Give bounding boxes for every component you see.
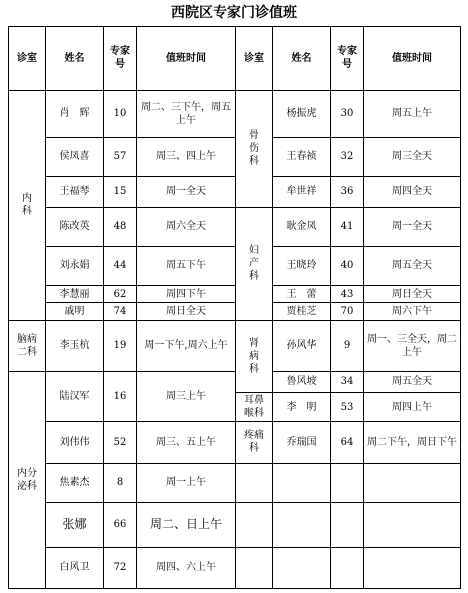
header-name: 姓名 (46, 27, 104, 91)
id-cell: 16 (104, 372, 137, 422)
dept-cell: 脑病 二科 (9, 320, 46, 371)
header-time: 值班时间 (364, 27, 461, 91)
id-cell: 32 (331, 137, 364, 176)
time-cell: 周五全天 (364, 246, 461, 285)
time-cell: 周日全天 (137, 303, 236, 320)
empty-cell (273, 502, 331, 547)
time-cell: 周四上午 (364, 392, 461, 422)
name-cell: 鲁风坡 (273, 372, 331, 393)
id-cell: 74 (104, 303, 137, 320)
time-cell: 周三上午 (137, 372, 236, 422)
id-cell: 30 (331, 90, 364, 137)
name-cell: 王 蕾 (273, 285, 331, 302)
time-cell: 周五全天 (364, 372, 461, 393)
name-cell: 白风卫 (46, 547, 104, 588)
id-cell: 57 (104, 137, 137, 176)
empty-cell (236, 463, 273, 502)
page-title: 西院区专家门诊值班 (171, 5, 297, 21)
name-cell: 陆汉军 (46, 372, 104, 422)
id-cell: 40 (331, 246, 364, 285)
id-cell: 66 (104, 502, 137, 547)
id-cell: 70 (331, 303, 364, 320)
name-cell: 李慧丽 (46, 285, 104, 302)
name-cell: 王晓玲 (273, 246, 331, 285)
name-cell: 张娜 (46, 502, 104, 547)
time-cell: 周一全天 (137, 176, 236, 207)
name-cell: 焦素杰 (46, 463, 104, 502)
empty-cell (364, 463, 461, 502)
name-cell: 乔瑞国 (273, 422, 331, 463)
time-cell: 周四、六上午 (137, 547, 236, 588)
name-cell: 王春祯 (273, 137, 331, 176)
id-cell: 10 (104, 90, 137, 137)
table-row (9, 463, 461, 502)
table-row (9, 303, 461, 320)
empty-cell (364, 547, 461, 588)
empty-cell (331, 502, 364, 547)
time-cell: 周二、日上午 (137, 502, 236, 547)
header-dept: 诊室 (236, 27, 273, 91)
table-row (9, 207, 461, 246)
name-cell: 牟世祥 (273, 176, 331, 207)
name-cell: 戚明 (46, 303, 104, 320)
name-cell: 刘永娟 (46, 246, 104, 285)
header-dept: 诊室 (9, 27, 46, 91)
name-cell: 李玉杭 (46, 320, 104, 371)
table-row (9, 372, 461, 393)
id-cell: 53 (331, 392, 364, 422)
time-cell: 周一全天 (364, 207, 461, 246)
time-cell: 周一、三全天，周二上午 (364, 320, 461, 371)
time-cell: 周四下午 (137, 285, 236, 302)
id-cell: 52 (104, 422, 137, 463)
dept-cell: 妇 产 科 (236, 207, 273, 320)
time-cell: 周二、三下午，周五上午 (137, 90, 236, 137)
id-cell: 9 (331, 320, 364, 371)
empty-cell (331, 547, 364, 588)
dept-cell: 疼痛 科 (236, 422, 273, 463)
name-cell: 贾桂芝 (273, 303, 331, 320)
time-cell: 周三全天 (364, 137, 461, 176)
schedule-table (8, 26, 461, 589)
table-row (9, 320, 461, 371)
empty-cell (273, 547, 331, 588)
empty-cell (236, 547, 273, 588)
id-cell: 44 (104, 246, 137, 285)
header-id: 专家号 (104, 27, 137, 91)
dept-cell: 肾 病 科 (236, 320, 273, 392)
header-time: 值班时间 (137, 27, 236, 91)
name-cell: 侯凤喜 (46, 137, 104, 176)
time-cell: 周一上午 (137, 463, 236, 502)
id-cell: 41 (331, 207, 364, 246)
name-cell: 肖 辉 (46, 90, 104, 137)
dept-cell: 骨 伤 科 (236, 90, 273, 207)
id-cell: 43 (331, 285, 364, 302)
time-cell: 周一下午,周六上午 (137, 320, 236, 371)
time-cell: 周四全天 (364, 176, 461, 207)
name-cell: 李 明 (273, 392, 331, 422)
time-cell: 周六全天 (137, 207, 236, 246)
time-cell: 周日全天 (364, 285, 461, 302)
id-cell: 64 (331, 422, 364, 463)
empty-cell (364, 502, 461, 547)
empty-cell (331, 463, 364, 502)
name-cell: 陈改英 (46, 207, 104, 246)
time-cell: 周三、四上午 (137, 137, 236, 176)
table-row (9, 502, 461, 547)
table-row (9, 547, 461, 588)
table-row (9, 137, 461, 176)
time-cell: 周六下午 (364, 303, 461, 320)
header-name: 姓名 (273, 27, 331, 91)
dept-cell: 耳鼻 喉科 (236, 392, 273, 422)
empty-cell (273, 463, 331, 502)
id-cell: 36 (331, 176, 364, 207)
dept-cell: 内分 泌科 (9, 372, 46, 589)
id-cell: 34 (331, 372, 364, 393)
id-cell: 19 (104, 320, 137, 371)
table-row (9, 176, 461, 207)
time-cell: 周三、五上午 (137, 422, 236, 463)
time-cell: 周五上午 (364, 90, 461, 137)
id-cell: 15 (104, 176, 137, 207)
name-cell: 刘伟伟 (46, 422, 104, 463)
id-cell: 8 (104, 463, 137, 502)
table-row (9, 90, 461, 137)
name-cell: 杨振虎 (273, 90, 331, 137)
empty-cell (236, 502, 273, 547)
dept-cell: 内 科 (9, 90, 46, 320)
table-row (9, 285, 461, 302)
name-cell: 耿金凤 (273, 207, 331, 246)
name-cell: 孙风华 (273, 320, 331, 371)
id-cell: 62 (104, 285, 137, 302)
time-cell: 周五下午 (137, 246, 236, 285)
header-row (9, 27, 461, 91)
name-cell: 王福琴 (46, 176, 104, 207)
table-row (9, 422, 461, 463)
id-cell: 48 (104, 207, 137, 246)
table-row (9, 246, 461, 285)
time-cell: 周二下午，周日下午 (364, 422, 461, 463)
header-id: 专家号 (331, 27, 364, 91)
id-cell: 72 (104, 547, 137, 588)
